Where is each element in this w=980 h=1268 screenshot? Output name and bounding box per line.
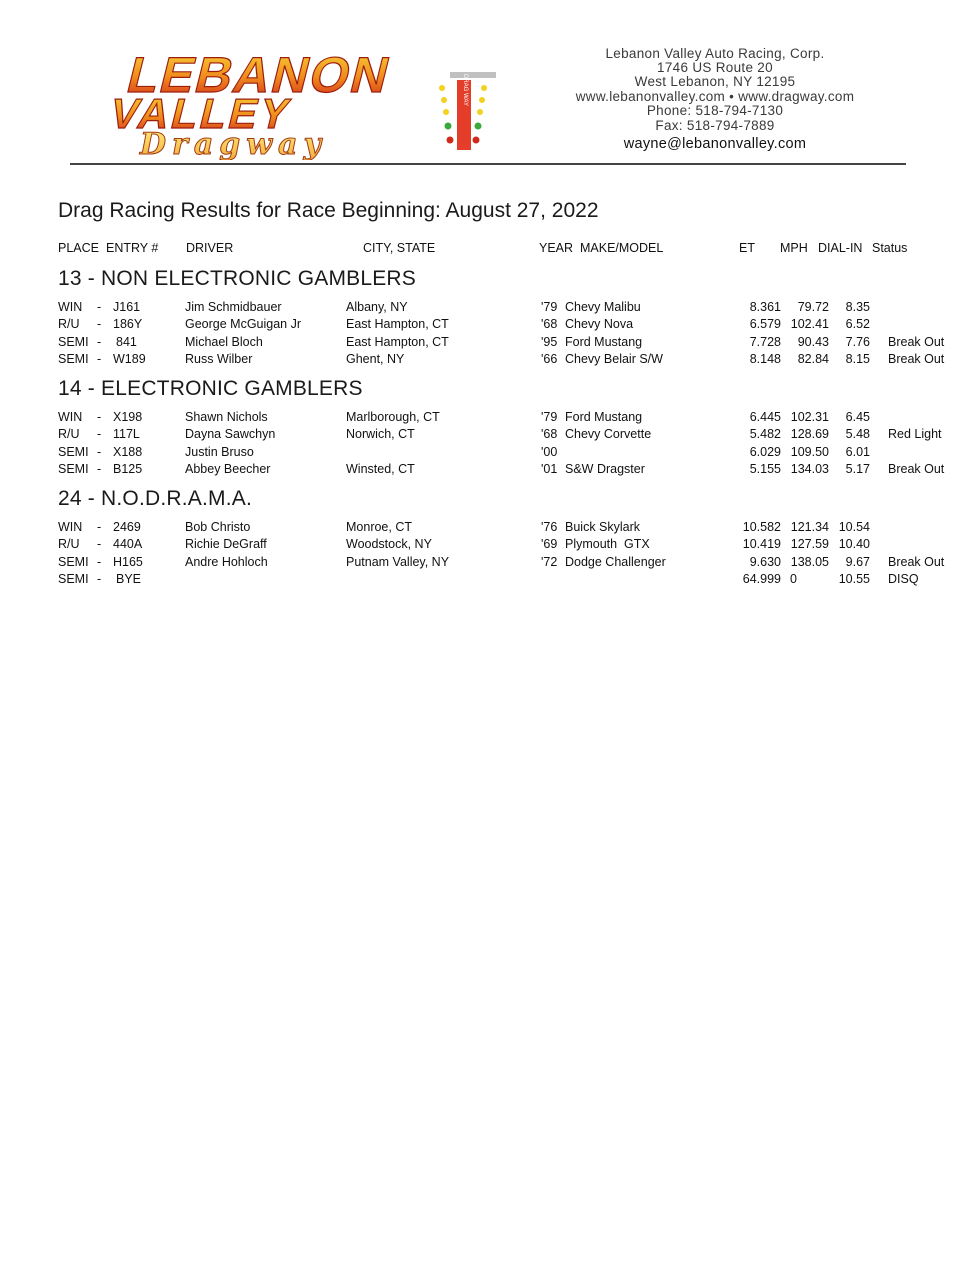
dial-in-cell: 10.55: [838, 571, 870, 586]
class-title: 14 - ELECTRONIC GAMBLERS: [58, 377, 363, 400]
dash-cell: -: [97, 410, 102, 424]
driver-cell: Michael Bloch: [185, 334, 263, 349]
year-cell: '01: [541, 461, 558, 476]
dash-cell: -: [97, 444, 102, 459]
driver-cell: Richie DeGraff: [185, 537, 267, 552]
city-state-cell: Marlborough, CT: [346, 410, 440, 424]
make-model-cell: S&W Dragster: [565, 461, 645, 476]
make-model-cell: Buick Skylark: [565, 520, 641, 534]
place-cell: SEMI: [58, 571, 89, 586]
make-model-cell: Ford Mustang: [565, 410, 643, 424]
place-cell: WIN: [58, 520, 83, 534]
et-cell: 5.482: [749, 427, 781, 442]
mph-cell: 121.34: [790, 520, 829, 534]
mph-cell: 128.69: [790, 427, 829, 442]
city-state-cell: Putnam Valley, NY: [346, 554, 450, 569]
dash-cell: -: [97, 300, 102, 314]
dial-in-cell: 8.35: [845, 300, 870, 314]
entry-cell: X198: [113, 410, 143, 424]
entry-cell: 2469: [113, 520, 141, 534]
entry-cell: J161: [113, 300, 141, 314]
year-cell: '68: [541, 317, 558, 332]
svg-text:Dragway: Dragway: [140, 127, 327, 160]
status-cell: Break Out: [888, 554, 945, 569]
entry-cell: W189: [113, 351, 146, 366]
et-cell: 10.419: [742, 537, 781, 552]
dash-cell: -: [97, 427, 102, 442]
svg-text:DRAG WAY: DRAG WAY: [462, 73, 468, 107]
city-state-cell: Norwich, CT: [346, 427, 415, 442]
address-line: www.lebanonvalley.com • www.dragway.com: [575, 89, 855, 104]
dial-in-cell: 7.76: [845, 334, 870, 349]
place-cell: R/U: [58, 427, 80, 442]
status-cell: DISQ: [888, 571, 919, 586]
address-line: Phone: 518-794-7130: [646, 103, 784, 118]
year-cell: '79: [541, 300, 558, 314]
et-cell: 7.728: [749, 334, 781, 349]
col-city-state: CITY, STATE: [363, 241, 436, 255]
status-cell: Break Out: [888, 351, 945, 366]
mph-cell: 82.84: [797, 351, 829, 366]
dial-in-cell: 10.54: [838, 520, 870, 534]
mph-cell: 109.50: [790, 444, 829, 459]
mph-cell: 79.72: [797, 300, 829, 314]
mph-cell: 102.41: [790, 317, 829, 332]
place-cell: SEMI: [58, 461, 89, 476]
place-cell: R/U: [58, 537, 80, 552]
col-place: PLACE: [58, 241, 99, 255]
col-entry: ENTRY #: [106, 241, 159, 255]
place-cell: R/U: [58, 317, 80, 332]
year-cell: '66: [541, 351, 558, 366]
entry-cell: 440A: [113, 537, 143, 552]
entry-cell: BYE: [116, 571, 142, 586]
et-cell: 6.029: [749, 444, 781, 459]
place-cell: WIN: [58, 410, 83, 424]
christmas-tree-icon: [439, 72, 496, 150]
address-line: Fax: 518-794-7889: [655, 118, 775, 133]
make-model-cell: Chevy Malibu: [565, 300, 641, 314]
place-cell: SEMI: [58, 444, 89, 459]
dash-cell: -: [97, 334, 102, 349]
email-address: wayne@lebanonvalley.com: [623, 136, 807, 152]
driver-cell: George McGuigan Jr: [185, 317, 302, 332]
make-model-cell: Plymouth GTX: [565, 537, 650, 552]
city-state-cell: East Hampton, CT: [346, 317, 449, 332]
col-driver: DRIVER: [186, 241, 234, 255]
dial-in-cell: 8.15: [845, 351, 870, 366]
et-cell: 10.582: [742, 520, 781, 534]
dial-in-cell: 5.17: [845, 461, 870, 476]
year-cell: '72: [541, 554, 558, 569]
driver-cell: Andre Hohloch: [185, 554, 268, 569]
col-dial-in: DIAL-IN: [818, 241, 863, 255]
status-cell: Break Out: [888, 334, 945, 349]
city-state-cell: Monroe, CT: [346, 520, 412, 534]
dial-in-cell: 10.40: [838, 537, 870, 552]
dial-in-cell: 6.52: [845, 317, 870, 332]
year-cell: '76: [541, 520, 558, 534]
status-cell: Break Out: [888, 461, 945, 476]
place-cell: SEMI: [58, 351, 89, 366]
class-title: 24 - N.O.D.R.A.M.A.: [58, 487, 252, 510]
letterhead: [0, 0, 980, 180]
et-cell: 5.155: [749, 461, 781, 476]
year-cell: '79: [541, 410, 558, 424]
mph-cell: 127.59: [790, 537, 829, 552]
entry-cell: 117L: [113, 427, 140, 442]
driver-cell: Abbey Beecher: [185, 461, 271, 476]
et-cell: 6.579: [749, 317, 781, 332]
driver-cell: Jim Schmidbauer: [185, 300, 282, 314]
year-cell: '95: [541, 334, 558, 349]
et-cell: 6.445: [749, 410, 781, 424]
class-title: 13 - NON ELECTRONIC GAMBLERS: [58, 267, 417, 290]
et-cell: 9.630: [749, 554, 781, 569]
make-model-cell: Chevy Nova: [565, 317, 634, 332]
dash-cell: -: [97, 461, 102, 476]
lebanon-valley-dragway-logo: [70, 30, 510, 160]
col-mph: MPH: [780, 241, 808, 255]
make-model-cell: Chevy Corvette: [565, 427, 652, 442]
status-cell: Red Light: [888, 427, 942, 442]
et-cell: 64.999: [742, 571, 781, 586]
dash-cell: -: [97, 520, 102, 534]
dial-in-cell: 6.01: [845, 444, 870, 459]
col-year-make: YEAR MAKE/MODEL: [539, 241, 664, 255]
dash-cell: -: [97, 554, 102, 569]
col-et: ET: [739, 241, 755, 255]
dial-in-cell: 9.67: [845, 554, 870, 569]
page-title: Drag Racing Results for Race Beginning: August 27, 2022: [58, 199, 599, 222]
driver-cell: Justin Bruso: [185, 444, 254, 459]
city-state-cell: Albany, NY: [346, 300, 408, 314]
header-divider: [70, 163, 906, 165]
year-cell: '00: [541, 444, 558, 459]
driver-cell: Russ Wilber: [185, 351, 253, 366]
city-state-cell: East Hampton, CT: [346, 334, 449, 349]
col-status: Status: [872, 241, 908, 255]
entry-cell: H165: [113, 554, 143, 569]
entry-cell: B125: [113, 461, 143, 476]
driver-cell: Bob Christo: [185, 520, 251, 534]
place-cell: WIN: [58, 300, 83, 314]
dial-in-cell: 5.48: [845, 427, 870, 442]
address-line: 1746 US Route 20: [657, 60, 773, 75]
svg-text:VALLEY: VALLEY: [105, 90, 298, 138]
make-model-cell: Dodge Challenger: [565, 554, 666, 569]
year-cell: '68: [541, 427, 558, 442]
mph-cell: 0: [790, 571, 797, 586]
dash-cell: -: [97, 317, 102, 332]
dash-cell: -: [97, 571, 102, 586]
mph-cell: 138.05: [790, 554, 829, 569]
svg-text:LEBANON: LEBANON: [121, 46, 398, 103]
city-state-cell: Woodstock, NY: [346, 537, 432, 552]
mph-cell: 90.43: [797, 334, 829, 349]
driver-cell: Shawn Nichols: [185, 410, 268, 424]
mph-cell: 134.03: [790, 461, 829, 476]
city-state-cell: Ghent, NY: [346, 351, 405, 366]
dash-cell: -: [97, 351, 102, 366]
et-cell: 8.148: [749, 351, 781, 366]
mph-cell: 102.31: [790, 410, 829, 424]
dial-in-cell: 6.45: [845, 410, 870, 424]
make-model-cell: Ford Mustang: [565, 334, 643, 349]
driver-cell: Dayna Sawchyn: [185, 427, 276, 442]
city-state-cell: Winsted, CT: [346, 461, 415, 476]
entry-cell: 186Y: [113, 317, 143, 332]
place-cell: SEMI: [58, 334, 89, 349]
place-cell: SEMI: [58, 554, 89, 569]
dash-cell: -: [97, 537, 102, 552]
entry-cell: 841: [116, 334, 137, 349]
make-model-cell: Chevy Belair S/W: [565, 351, 663, 366]
entry-cell: X188: [113, 444, 143, 459]
et-cell: 8.361: [749, 300, 781, 314]
year-cell: '69: [541, 537, 558, 552]
address-line: West Lebanon, NY 12195: [634, 74, 796, 89]
address-line: Lebanon Valley Auto Racing, Corp.: [605, 46, 825, 61]
